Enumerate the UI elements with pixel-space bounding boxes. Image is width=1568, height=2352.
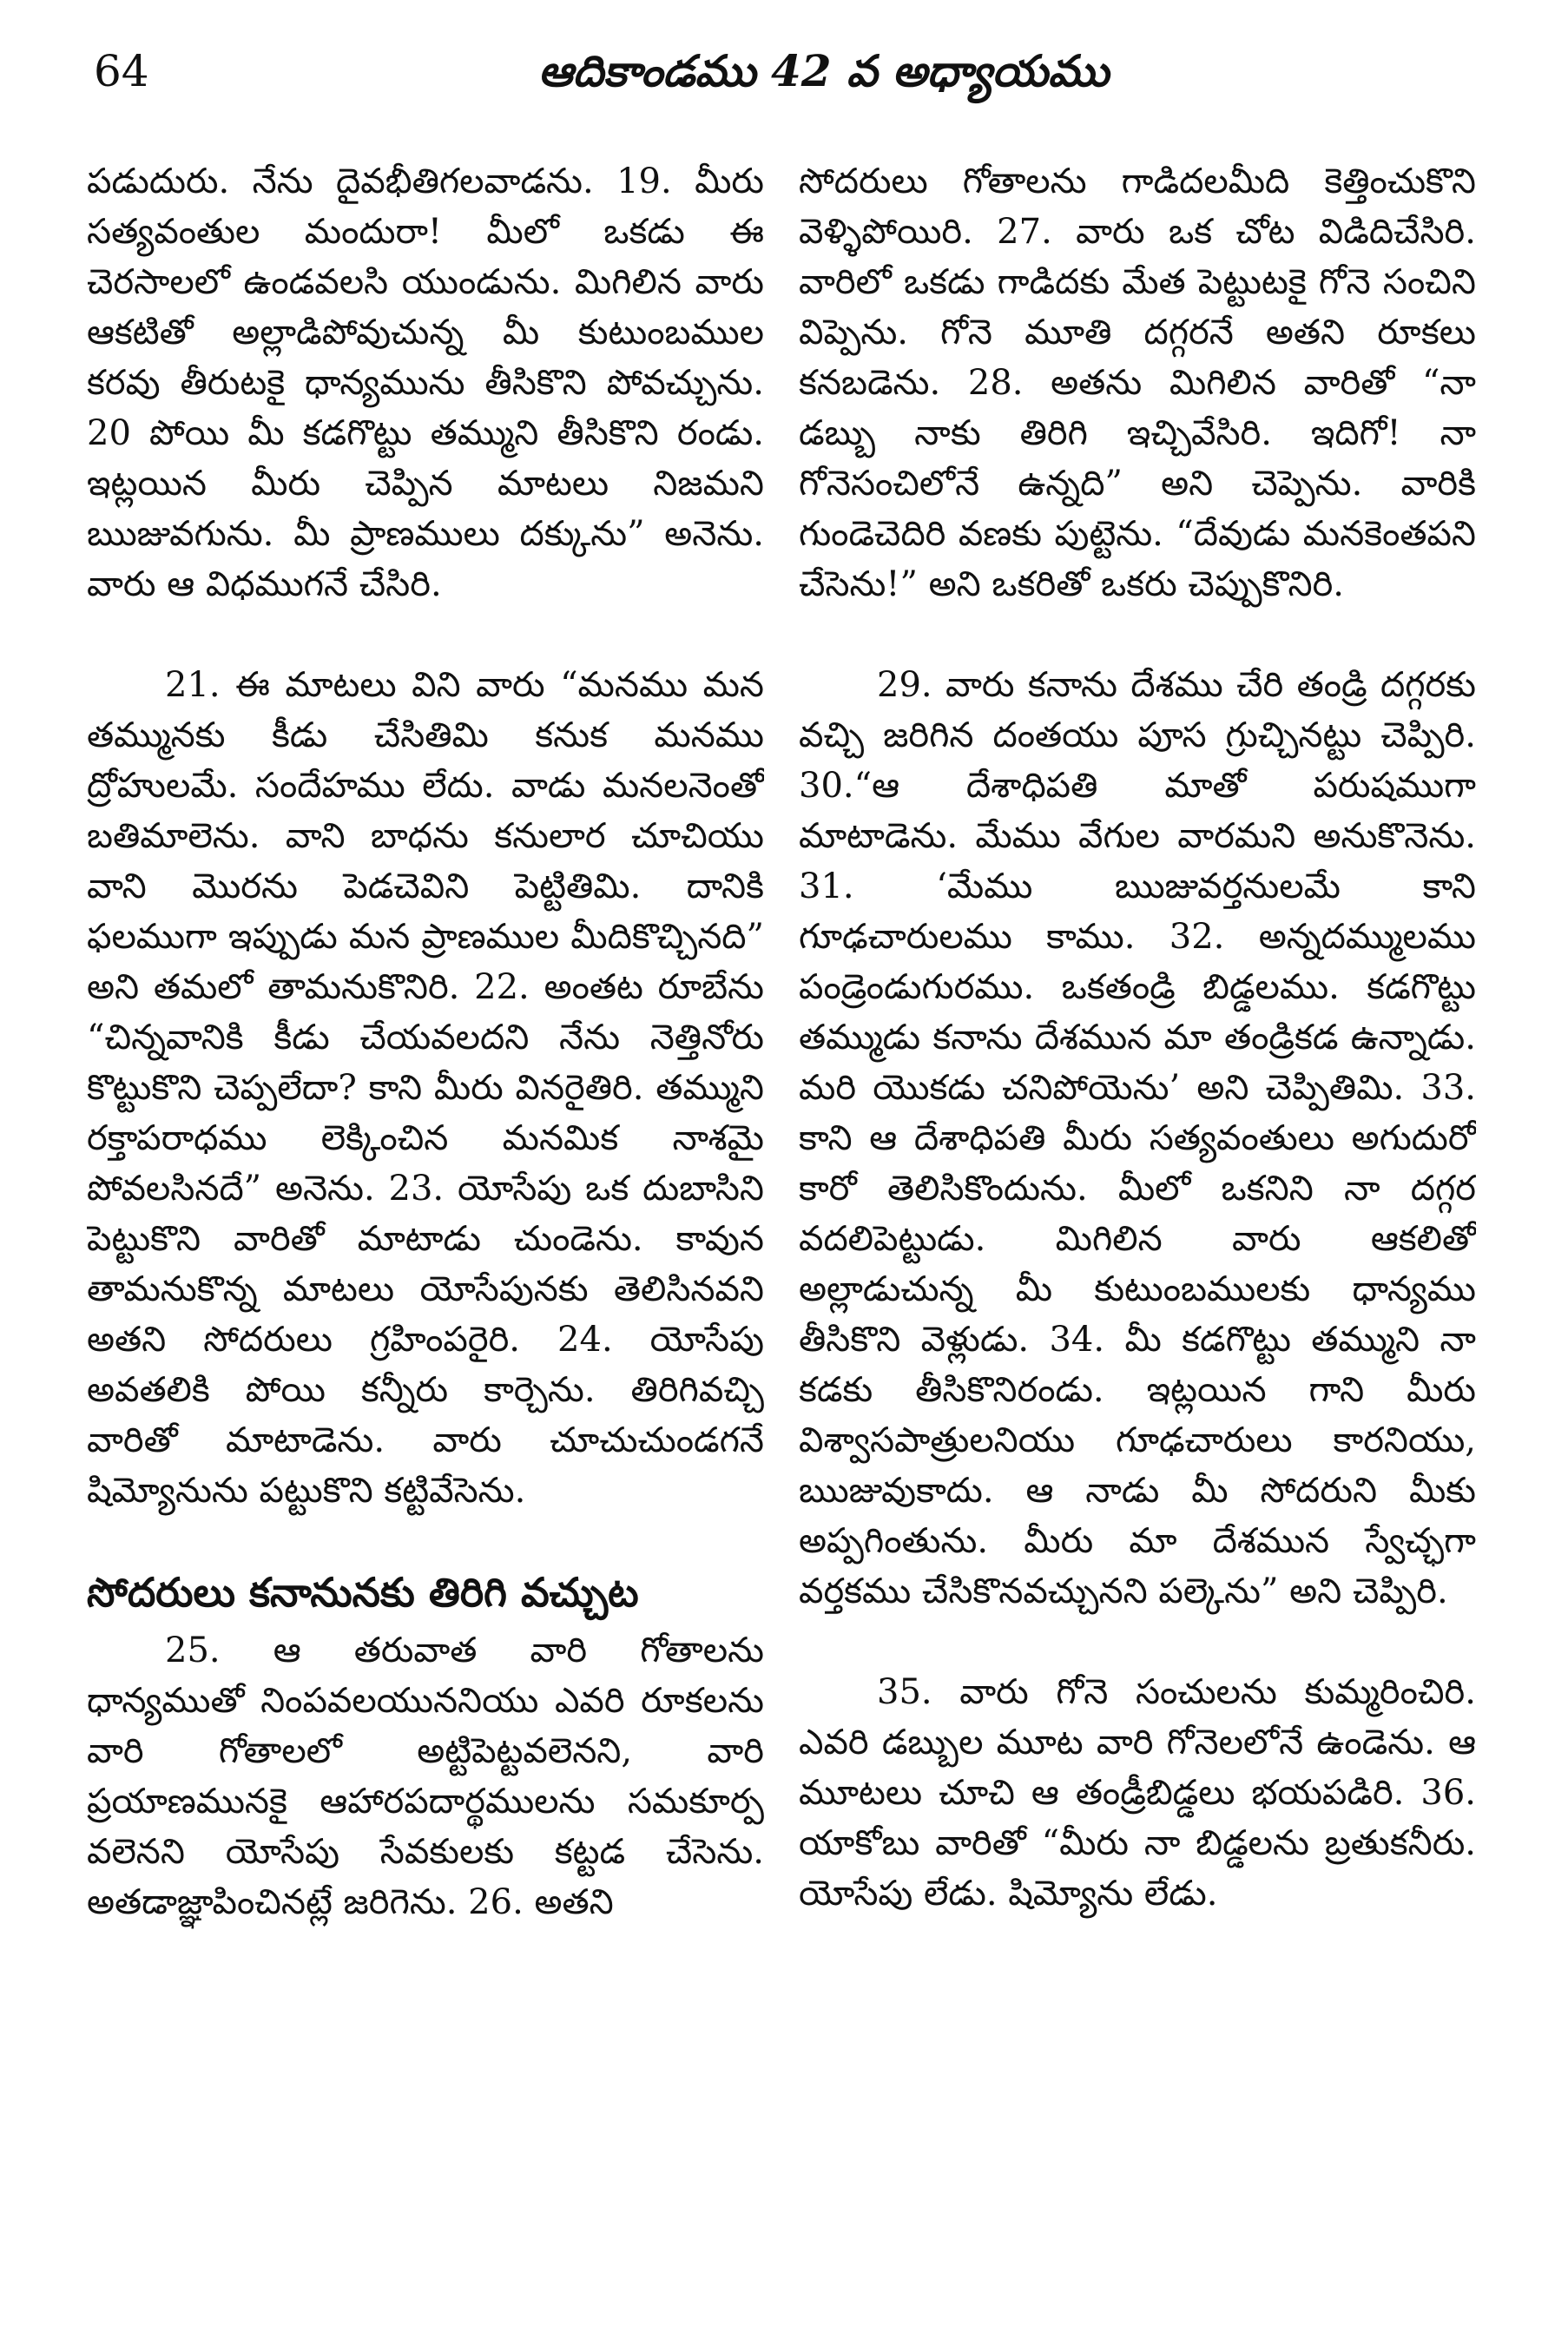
section-heading: సోదరులు కనానునకు తిరిగి వచ్చుట xyxy=(87,1569,639,1616)
right-paragraph-1: సోదరులు గోతాలను గాడిదలమీది కెత్తించుకొని వెళ్ళిపోయిరి. 27. వారు ఒక చోట విడిదిచేసిరి. వారిలో ఒకడు గాడిదకు మేత పెట్టుటకై గోనె సంచిని విప్పెను. గోనె మూతి దగ్గరనే అతని రూకలు కనబడెను. 28. అతను మిగిలిన వారితో “నా డబ్బు నాకు తిరిగి ఇచ్చివేసిరి. ఇదిగో! నా గోనెసంచిలోనే ఉన్నది” అని చెప్పెను. వారికి గుండెచెదిరి వణకు పుట్టెను. “దేవుడు మనకెంతపని చేసెను!” అని ఒకరితో ఒకరు చెప్పుకొనిరి. xyxy=(799,161,1476,604)
page-number: 64 xyxy=(94,46,149,96)
paragraph-gap xyxy=(87,1516,764,1566)
paragraph-gap xyxy=(799,1617,1476,1667)
paragraph-gap xyxy=(799,609,1476,660)
right-column xyxy=(799,156,1476,2275)
right-paragraph-3: 35. వారు గోనె సంచులను కుమ్మరించిరి. ఎవరి డబ్బుల మూట వారి గోనెలలోనే ఉండెను. ఆ మూటలు చూచి ఆ తండ్రీబిడ్డలు భయపడిరి. 36. యాకోబు వారితో “మీరు నా బిడ్డలను బ్రతుకనీరు. యోసేపు లేడు. షిమ్యోను లేడు. xyxy=(799,1672,1476,1914)
running-head: ఆదికాండము 42 వ అధ్యాయము xyxy=(538,45,1110,96)
left-paragraph-3: 25. ఆ తరువాత వారి గోతాలను ధాన్యముతో నింపవలయుననియు ఎవరి రూకలను వారి గోతాలలో అట్టిపెట్టవలెనని, వారి ప్రయాణమునకై ఆహారపదార్థములను సమకూర్ప వలెనని యోసేపు సేవకులకు కట్టడ చేసెను. అతడాజ్ఞాపించినట్లే జరిగెను. 26. అతని xyxy=(87,1631,764,1922)
right-paragraph-2: 29. వారు కనాను దేశము చేరి తండ్రి దగ్గరకు వచ్చి జరిగిన దంతయు పూస గ్రుచ్చినట్టు చెప్పిరి. 30.“ఆ దేశాధిపతి మాతో పరుషముగా మాటాడెను. మేము వేగుల వారమని అనుకొనెను. 31. ‘మేము ఋజువర్తనులమే కాని గూఢచారులము కాము. 32. అన్నదమ్ములము పండ్రెండుగురము. ఒకతండ్రి బిడ్డలము. కడగొట్టు తమ్ముడు కనాను దేశమున మా తండ్రికడ ఉన్నాడు. మరి యొకడు చనిపోయెను’ అని చెప్పితిమి. 33. కాని ఆ దేశాధిపతి మీరు సత్యవంతులు అగుదురో కారో తెలిసికొందును. మీలో ఒకనిని నా దగ్గర వదలిపెట్టుడు. మిగిలిన వారు ఆకలితో అల్లాడుచున్న మీ కుటుంబములకు ధాన్యము తీసికొని వెళ్లుడు. 34. మీ కడగొట్టు తమ్ముని నా కడకు తీసికొనిరండు. ఇట్లయిన గాని మీరు విశ్వాసపాత్రులనియు గూఢచారులు కారనియు, ఋజువుకాదు. ఆ నాడు మీ సోదరుని మీకు అప్పగింతును. మీరు మా దేశమున స్వేచ్ఛగా వర్తకము చేసికొనవచ్చునని పల్కెను” అని చెప్పిరి. xyxy=(799,665,1476,1611)
paragraph-gap xyxy=(87,609,764,660)
left-paragraph-2: 21. ఈ మాటలు విని వారు “మనము మన తమ్మునకు కీడు చేసితిమి కనుక మనము ద్రోహులమే. సందేహము లేదు. వాడు మనలనెంతో బతిమాలెను. వాని బాధను కనులార చూచియు వాని మొరను పెడచెవిని పెట్టితిమి. దానికి ఫలముగా ఇప్పుడు మన ప్రాణముల మీదికొచ్చినది” అని తమలో తామనుకొనిరి. 22. అంతట రూబేను “చిన్నవానికి కీడు చేయవలదని నేను నెత్తినోరు కొట్టుకొని చెప్పలేదా? కాని మీరు వినరైతిరి. తమ్ముని రక్తాపరాధము లెక్కించిన మనమిక నాశమై పోవలసినదే” అనెను. 23. యోసేపు ఒక దుబాసిని పెట్టుకొని వారితో మాటాడు చుండెను. కావున తామనుకొన్న మాటలు యోసేపునకు తెలిసినవని అతని సోదరులు గ్రహింపరైరి. 24. యోసేపు అవతలికి పోయి కన్నీరు కార్చెను. తిరిగివచ్చి వారితో మాటాడెను. వారు చూచుచుండగనే షిమ్యోనును పట్టుకొని కట్టివేసెను. xyxy=(87,665,764,1511)
left-column xyxy=(87,156,764,2275)
left-paragraph-1: పడుదురు. నేను దైవభీతిగలవాడను. 19. మీరు సత్యవంతుల మందురా! మీలో ఒకడు ఈ చెరసాలలో ఉండవలసి యుండును. మిగిలిన వారు ఆకటితో అల్లాడిపోవుచున్న మీ కుటుంబముల కరవు తీరుటకై ధాన్యమును తీసికొని పోవచ్చును. 20 పోయి మీ కడగొట్టు తమ్ముని తీసికొని రండు. ఇట్లయిన మీరు చెప్పిన మాటలు నిజమని ఋజువగును. మీ ప్రాణములు దక్కును” అనెను. వారు ఆ విధముగనే చేసిరి. xyxy=(87,161,764,604)
